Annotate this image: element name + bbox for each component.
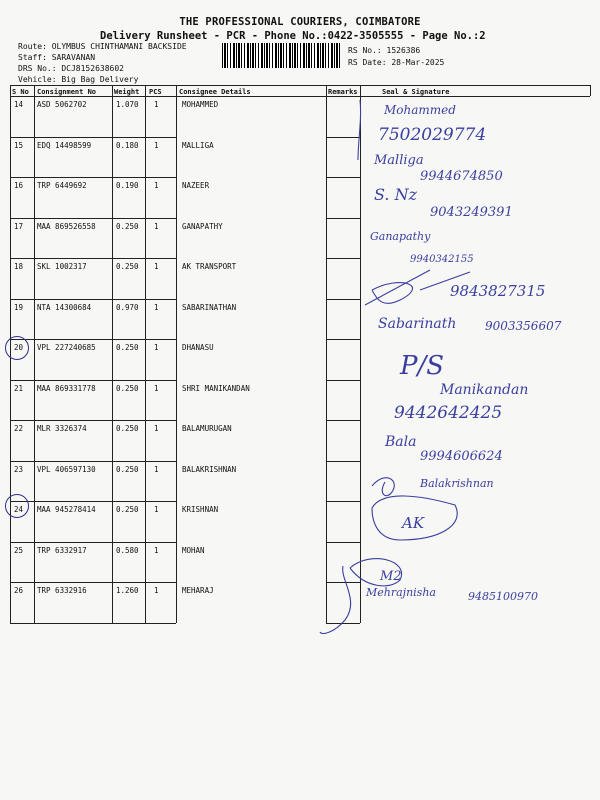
cell-consignee: NAZEER (182, 181, 210, 190)
sig-phone-17: 9940342155 (410, 254, 474, 265)
cell-sno: 14 (14, 100, 24, 109)
cell-weight: 0.250 (116, 465, 139, 474)
sig-mark-25: M2 (380, 569, 402, 584)
sig-phone-18: 9843827315 (450, 282, 546, 300)
col-header-remarks: Remarks (328, 88, 358, 96)
cell-consignee: MALLIGA (182, 141, 214, 150)
cell-consignment: TRP 6332917 (37, 546, 87, 555)
sig-name-15: Malliga (374, 153, 424, 168)
cell-weight: 0.250 (116, 343, 139, 352)
cell-sno: 15 (14, 141, 24, 150)
cell-pcs: 1 (154, 424, 159, 433)
cell-consignment: MAA 945278414 (37, 505, 96, 514)
signature-stroke (372, 283, 412, 304)
cell-consignment: VPL 406597130 (37, 465, 96, 474)
sig-name-23: Balakrishnan (420, 477, 494, 490)
col-header-consignee: Consignee Details (179, 88, 251, 96)
signature-stroke (365, 270, 430, 305)
cell-consignment: MAA 869526558 (37, 222, 96, 231)
cell-sno: 18 (14, 262, 24, 271)
cell-sno: 17 (14, 222, 24, 231)
sig-mark-20: P/S (400, 351, 445, 381)
sig-name-21: Manikandan (440, 382, 529, 398)
cell-weight: 0.250 (116, 424, 139, 433)
cell-weight: 0.180 (116, 141, 139, 150)
cell-sno: 22 (14, 424, 24, 433)
cell-consignee: DHANASU (182, 343, 214, 352)
cell-consignee: KRISHNAN (182, 505, 219, 514)
cell-pcs: 1 (154, 505, 159, 514)
sig-name-19: Sabarinath (378, 316, 457, 332)
sig-phone-16: 9043249391 (430, 205, 513, 220)
cell-consignee: SABARINATHAN (182, 303, 237, 312)
cell-pcs: 1 (154, 546, 159, 555)
drs-label: DRS No.: DCJ8152638602 (18, 64, 124, 73)
cell-pcs: 1 (154, 384, 159, 393)
cell-sno: 16 (14, 181, 24, 190)
rs-date: RS Date: 28-Mar-2025 (348, 58, 445, 67)
cell-consignment: TRP 6332916 (37, 586, 87, 595)
sig-phone-19: 9003356607 (485, 319, 562, 333)
cell-weight: 1.070 (116, 100, 139, 109)
cell-consignee: MOHAN (182, 546, 205, 555)
cell-sno: 21 (14, 384, 24, 393)
sig-phone-15: 9944674850 (420, 169, 503, 184)
cell-consignment: NTA 14300684 (37, 303, 92, 312)
cell-consignment: VPL 227240685 (37, 343, 96, 352)
sig-phone-14: 7502029774 (378, 125, 487, 145)
sig-phone-22: 9994606624 (420, 449, 503, 464)
cell-weight: 0.580 (116, 546, 139, 555)
cell-consignment: SKL 1002317 (37, 262, 87, 271)
cell-sno: 24 (14, 505, 24, 514)
sig-name-22: Bala (385, 434, 417, 450)
cell-pcs: 1 (154, 465, 159, 474)
cell-pcs: 1 (154, 222, 159, 231)
cell-weight: 0.190 (116, 181, 139, 190)
sig-name-17: Ganapathy (370, 230, 431, 243)
vehicle-label: Vehicle: Big Bag Delivery (18, 75, 139, 84)
rs-number: RS No.: 1526386 (348, 46, 421, 55)
col-header-weight: Weight (114, 88, 140, 96)
cell-sno: 20 (14, 343, 24, 352)
cell-consignment: ASD 5062702 (37, 100, 87, 109)
cell-consignee: SHRI MANIKANDAN (182, 384, 250, 393)
cell-weight: 0.250 (116, 222, 139, 231)
cell-pcs: 1 (154, 262, 159, 271)
cell-consignment: MAA 869331778 (37, 384, 96, 393)
document-subtitle: Delivery Runsheet - PCR - Phone No.:0422-3505555 - Page No.:2 (100, 30, 486, 42)
signature-stroke (372, 478, 394, 496)
sig-phone-26: 9485100970 (468, 590, 538, 603)
cell-pcs: 1 (154, 100, 159, 109)
cell-consignee: GANAPATHY (182, 222, 223, 231)
sig-name-26: Mehrajnisha (366, 586, 436, 599)
cell-consignee: MOHAMMED (182, 100, 219, 109)
cell-consignment: MLR 3326374 (37, 424, 87, 433)
col-header-sno: S No (12, 88, 29, 96)
cell-sno: 25 (14, 546, 24, 555)
cell-consignee: BALAMURUGAN (182, 424, 232, 433)
cell-pcs: 1 (154, 303, 159, 312)
cell-sno: 23 (14, 465, 24, 474)
col-header-pcs: PCS (149, 88, 162, 96)
cell-consignment: EDQ 14498599 (37, 141, 92, 150)
cell-weight: 0.250 (116, 505, 139, 514)
cell-weight: 0.970 (116, 303, 139, 312)
sig-mark-24: AK (402, 514, 425, 532)
staff-label: Staff: SARAVANAN (18, 53, 96, 62)
sig-phone-21: 9442642425 (394, 403, 503, 423)
cell-consignee: BALAKRISHNAN (182, 465, 237, 474)
cell-consignee: MEHARAJ (182, 586, 214, 595)
signature-stroke (320, 566, 351, 634)
cell-consignee: AK TRANSPORT (182, 262, 237, 271)
route-label: Route: OLYMBUS CHINTHAMANI BACKSIDE (18, 42, 187, 51)
cell-weight: 1.260 (116, 586, 139, 595)
cell-sno: 19 (14, 303, 24, 312)
sig-name-16: S. Nz (374, 185, 417, 204)
sig-name-14: Mohammed (384, 103, 456, 117)
signature-stroke (358, 100, 361, 160)
document-title: THE PROFESSIONAL COURIERS, COIMBATORE (179, 16, 421, 28)
cell-pcs: 1 (154, 181, 159, 190)
cell-pcs: 1 (154, 586, 159, 595)
cell-pcs: 1 (154, 141, 159, 150)
cell-weight: 0.250 (116, 384, 139, 393)
col-header-signature: Seal & Signature (382, 88, 450, 96)
cell-pcs: 1 (154, 343, 159, 352)
cell-consignment: TRP 6449692 (37, 181, 87, 190)
col-header-consignment: Consignment No (37, 88, 97, 96)
cell-weight: 0.250 (116, 262, 139, 271)
cell-sno: 26 (14, 586, 24, 595)
